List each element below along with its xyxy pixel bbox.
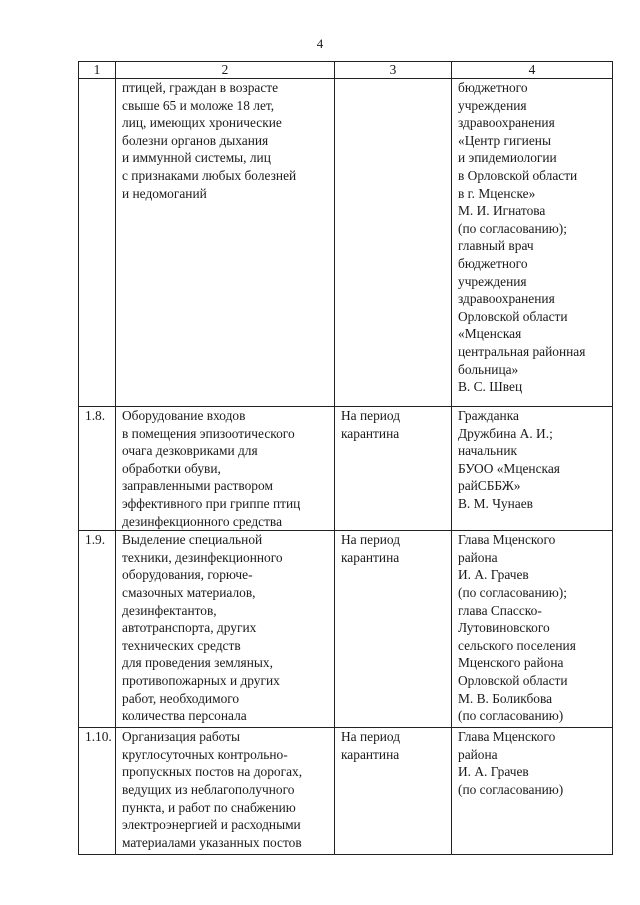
cell-line: района xyxy=(458,549,498,565)
cell-line: обработки обуви, xyxy=(122,460,221,476)
cell-line: В. М. Чунаев xyxy=(458,495,534,511)
cell-line: Орловской области xyxy=(458,308,568,324)
cell-line: технических средств xyxy=(122,637,241,653)
table-row xyxy=(79,728,613,855)
responsible-cell xyxy=(452,728,613,855)
responsible-cell xyxy=(452,531,613,728)
cell-line: Лутовиновского xyxy=(458,620,550,636)
header-cell-4: 4 xyxy=(452,62,613,79)
header-cell-2: 2 xyxy=(116,62,335,79)
cell-line: круглосуточных контрольно- xyxy=(122,746,288,762)
row-number: 1.8. xyxy=(79,407,116,531)
cell-line: с признаками любых болезней xyxy=(122,167,297,183)
cell-line: центральная районная xyxy=(458,343,586,359)
cell-line: В. С. Швец xyxy=(458,379,523,395)
row-number: 1.10. xyxy=(79,728,116,855)
term-cell xyxy=(335,728,452,855)
header-cell-1: 1 xyxy=(79,62,116,79)
cell-line: карантина xyxy=(341,425,400,441)
cell-line: И. А. Грачев xyxy=(458,764,529,780)
table-row xyxy=(79,79,613,407)
cell-line: количества персонала xyxy=(122,708,247,724)
cell-line: заправленными раствором xyxy=(122,478,273,494)
cell-line: карантина xyxy=(341,746,400,762)
cell-line: больница» xyxy=(458,361,519,377)
cell-line: в помещения эпизоотического xyxy=(122,425,295,441)
responsible-cell xyxy=(452,79,613,407)
cell-line: для проведения земляных, xyxy=(122,655,273,671)
cell-line: Гражданка xyxy=(458,408,519,423)
cell-line: свыше 65 и моложе 18 лет, xyxy=(122,97,275,113)
cell-line: Глава Мценского xyxy=(458,729,556,745)
action-cell xyxy=(116,407,335,531)
cell-line: М. И. Игнатова xyxy=(458,203,546,219)
responsible-cell xyxy=(452,407,613,531)
term-cell xyxy=(335,79,452,407)
cell-line: Организация работы xyxy=(122,729,241,745)
header-cell-3: 3 xyxy=(335,62,452,79)
cell-line: учреждения xyxy=(458,97,527,113)
cell-line: бюджетного xyxy=(458,255,528,271)
cell-line: здравоохранения xyxy=(458,291,555,307)
cell-line: в Орловской области xyxy=(458,167,578,183)
table-row xyxy=(79,407,613,531)
cell-line: дезинфекционного средства xyxy=(122,513,283,529)
cell-line: райСББЖ» xyxy=(458,478,521,494)
measures-table xyxy=(78,61,613,855)
cell-line: Оборудование входов xyxy=(122,408,246,423)
cell-line: смазочных материалов, xyxy=(122,584,256,600)
cell-line: Мценского района xyxy=(458,655,564,671)
cell-line: На период xyxy=(341,532,401,548)
row-number: 1.9. xyxy=(79,531,116,728)
cell-line: оборудования, горюче- xyxy=(122,567,253,583)
cell-line: БУОО «Мценская xyxy=(458,460,560,476)
cell-line: карантина xyxy=(341,549,400,565)
cell-line: электроэнергией и расходными xyxy=(122,817,301,833)
cell-line: в г. Мценске» xyxy=(458,185,536,201)
cell-line: Глава Мценского xyxy=(458,532,556,548)
cell-line: М. В. Боликбова xyxy=(458,690,553,706)
action-cell xyxy=(116,728,335,855)
row-number xyxy=(79,79,116,407)
cell-line: сельского поселения xyxy=(458,637,576,653)
cell-line: и эпидемиологии xyxy=(458,150,557,166)
cell-line: Орловской области xyxy=(458,672,568,688)
page-number: 4 xyxy=(316,36,324,51)
cell-line: бюджетного xyxy=(458,80,528,95)
action-cell xyxy=(116,531,335,728)
term-cell xyxy=(335,531,452,728)
cell-line: ведущих из неблагополучного xyxy=(122,781,295,797)
cell-line: очага дезковриками для xyxy=(122,443,258,459)
cell-line: глава Спасско- xyxy=(458,602,542,618)
cell-line: (по согласованию); xyxy=(458,584,567,600)
cell-line: птицей, граждан в возрасте xyxy=(122,80,279,95)
cell-line: И. А. Грачев xyxy=(458,567,529,583)
cell-line: лиц, имеющих хронические xyxy=(122,115,282,131)
cell-line: здравоохранения xyxy=(458,115,555,131)
cell-line: техники, дезинфекционного xyxy=(122,549,283,565)
cell-line: болезни органов дыхания xyxy=(122,132,269,148)
cell-line: На период xyxy=(341,408,401,423)
cell-line: материалами указанных постов xyxy=(122,834,302,850)
cell-line: работ, необходимого xyxy=(122,690,240,706)
cell-line: (по согласованию) xyxy=(458,781,564,797)
cell-line: главный врач xyxy=(458,238,534,254)
cell-line: Дружбина А. И.; xyxy=(458,425,553,441)
cell-line: дезинфектантов, xyxy=(122,602,217,618)
cell-line: пропускных постов на дорогах, xyxy=(122,764,303,780)
cell-line: и недомоганий xyxy=(122,185,207,201)
term-cell xyxy=(335,407,452,531)
cell-line: противопожарных и других xyxy=(122,672,280,688)
cell-line: автотранспорта, других xyxy=(122,620,257,636)
cell-line: «Мценская xyxy=(458,326,522,342)
table-row xyxy=(79,531,613,728)
action-cell xyxy=(116,79,335,407)
table-header-row xyxy=(79,62,613,79)
cell-line: эффективного при гриппе птиц xyxy=(122,495,301,511)
cell-line: (по согласованию) xyxy=(458,708,564,724)
cell-line: Выделение специальной xyxy=(122,532,263,548)
cell-line: На период xyxy=(341,729,401,745)
cell-line: (по согласованию); xyxy=(458,220,567,236)
cell-line: «Центр гигиены xyxy=(458,132,551,148)
cell-line: начальник xyxy=(458,443,517,459)
cell-line: учреждения xyxy=(458,273,527,289)
cell-line: и иммунной системы, лиц xyxy=(122,150,271,166)
cell-line: района xyxy=(458,746,498,762)
cell-line: пункта, и работ по снабжению xyxy=(122,799,296,815)
